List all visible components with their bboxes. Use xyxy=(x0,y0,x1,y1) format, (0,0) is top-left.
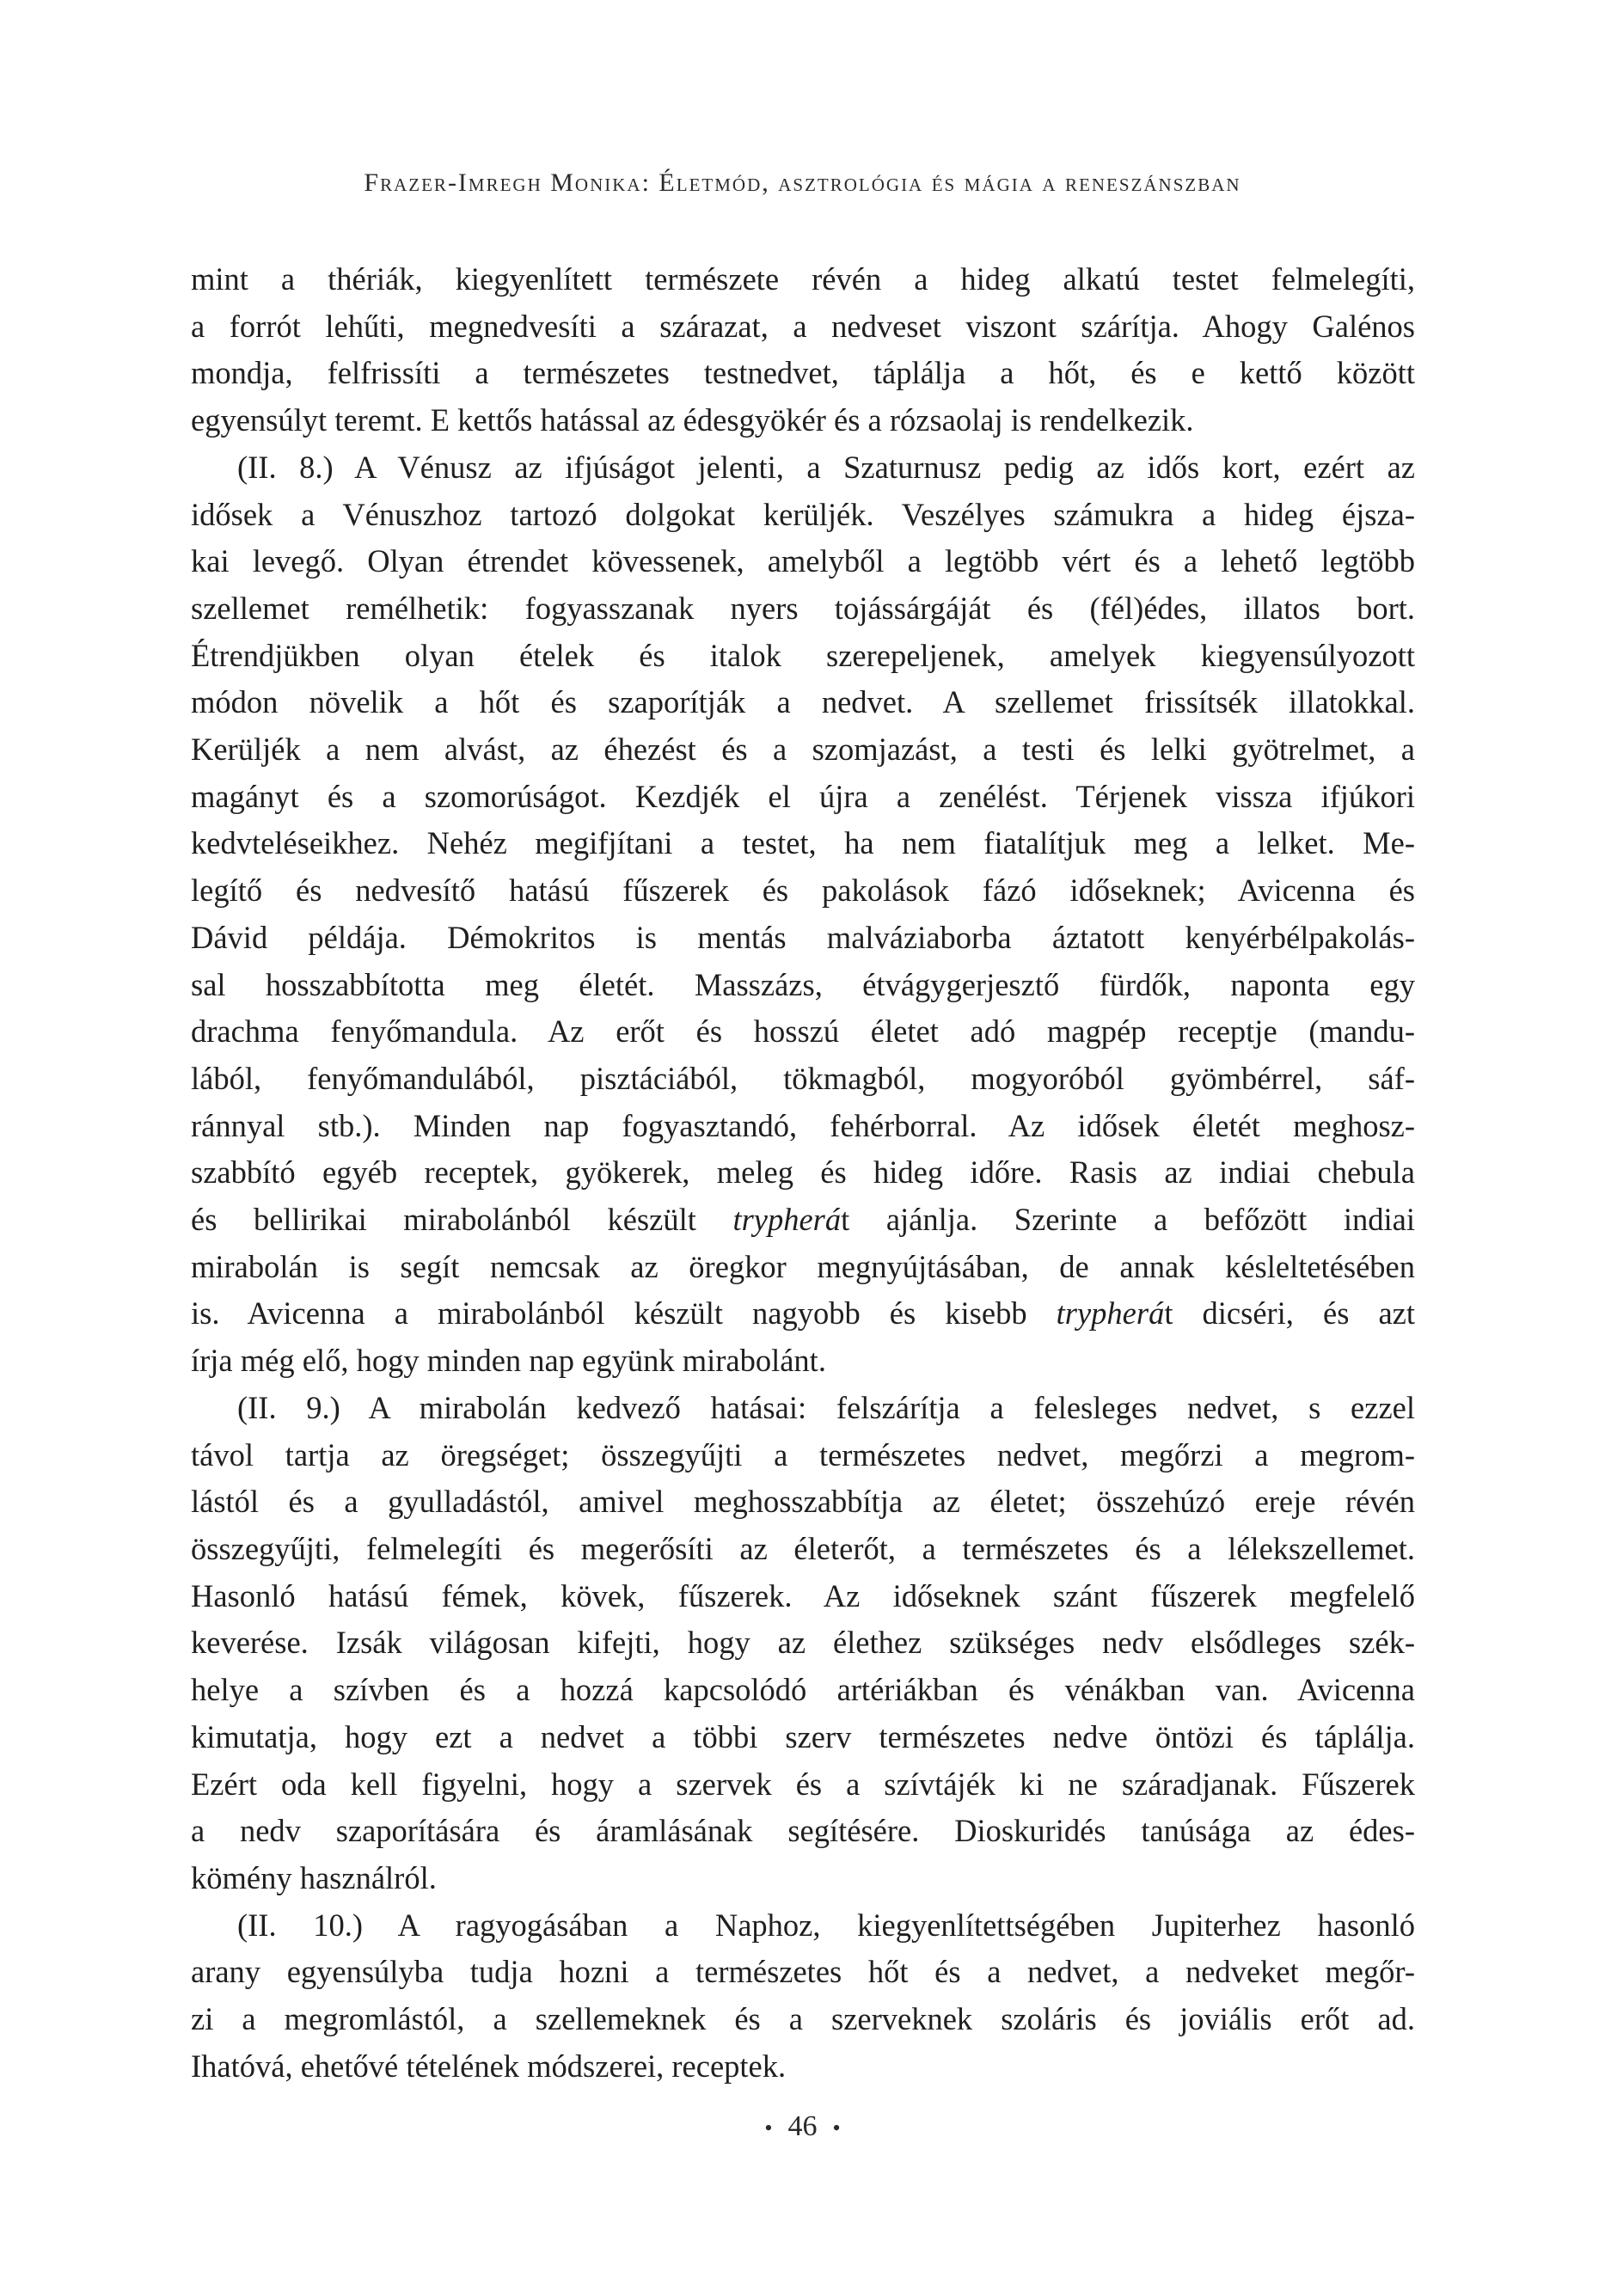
text-line: (II. 9.) A mirabolán kedvező hatásai: felszárítja a felesleges nedvet, s ezzel xyxy=(237,1389,1415,1425)
text-line: zi a megromlástól, a szellemeknek és a szerveknek szoláris és joviális erőt ad. xyxy=(191,2001,1415,2037)
text-line: kedvteléseikhez. Nehéz megifjítani a testet, ha nem fiatalítjuk meg a lelket. Me- xyxy=(191,825,1415,861)
text-line: a nedv szaporítására és áramlásának segítésére. Dioskuridés tanúsága az édes- xyxy=(191,1813,1415,1849)
text-line xyxy=(191,1197,1415,1244)
text-line: ránnyal stb.). Minden nap fogyasztandó, fehérborral. Az idősek életét meghosz- xyxy=(191,1107,1415,1143)
text-line: idősek a Vénuszhoz tartozó dolgokat kerüljék. Veszélyes számukra a hideg éjsza- xyxy=(191,496,1415,532)
text-line: Étrendjükben olyan ételek és italok szerepeljenek, amelyek kiegyensúlyozott xyxy=(191,637,1415,673)
text-line: távol tartja az öregséget; összegyűjti a természetes nedvet, megőrzi a megrom- xyxy=(191,1436,1415,1473)
text-line: drachma fenyőmandula. Az erőt és hosszú életet adó magpép receptje (mandu- xyxy=(191,1013,1415,1050)
text-line: sal hosszabbította meg életét. Masszázs, étvágygerjesztő fürdők, naponta egy xyxy=(191,966,1415,1002)
italic-term: trypherá xyxy=(1056,1295,1165,1332)
text-line: magányt és a szomorúságot. Kezdjék el újra a zenélést. Térjenek vissza ifjúkori xyxy=(191,778,1415,814)
text-line: írja még elő, hogy minden nap együnk mirabolánt. xyxy=(191,1343,826,1379)
text-line: (II. 10.) A ragyogásában a Naphoz, kiegyenlítettségében Jupiterhez hasonló xyxy=(237,1907,1415,1943)
footer-bullet-left: • xyxy=(764,2115,773,2141)
text-line: helye a szívben és a hozzá kapcsolódó artériákban és vénákban van. Avicenna xyxy=(191,1672,1415,1708)
text-line: egyensúlyt teremt. E kettős hatással az édesgyökér és a rózsaolaj is rendelkezik. xyxy=(191,402,1194,438)
text-line: mondja, felfrissíti a természetes testnedvet, táplálja a hőt, és e kettő között xyxy=(191,355,1415,391)
text-line: Ihatóvá, ehetővé tételének módszerei, receptek. xyxy=(191,2048,787,2084)
footer-bullet-right: • xyxy=(832,2115,841,2141)
text-segment: és bellirikai mirabolánból készült xyxy=(191,1202,733,1238)
text-line: (II. 8.) A Vénusz az ifjúságot jelenti, a Szaturnusz pedig az idős kort, ezért az xyxy=(237,449,1415,485)
text-line: Hasonló hatású fémek, kövek, fűszerek. Az időseknek szánt fűszerek megfelelő xyxy=(191,1577,1415,1613)
text-line: kai levegő. Olyan étrendet kövessenek, amelyből a legtöbb vért és a lehető legtöbb xyxy=(191,543,1415,579)
text-line: kimutatja, hogy ezt a nedvet a többi szerv természetes nedve öntözi és táplálja. xyxy=(191,1718,1415,1754)
text-line xyxy=(191,1290,1415,1338)
page-number: 46 xyxy=(787,2110,818,2142)
text-line: Kerüljék a nem alvást, az éhezést és a szomjazást, a testi és lelki gyötrelmet, a xyxy=(191,732,1415,768)
running-header: Frazer-Imregh Monika: Életmód, asztrológia és mágia a reneszánszban xyxy=(364,168,1241,197)
text-segment: is. Avicenna a mirabolánból készült nagyobb és kisebb xyxy=(191,1295,1057,1332)
text-segment: t ajánlja. Szerinte a befőzött indiai xyxy=(841,1202,1415,1238)
text-line: összegyűjti, felmelegíti és megerősíti az életerőt, a természetes és a lélekszellemet. xyxy=(191,1530,1415,1566)
body-text xyxy=(191,256,1415,2090)
text-segment: t dicséri, és azt xyxy=(1164,1295,1415,1332)
text-line: szabbító egyéb receptek, gyökerek, meleg és hideg időre. Rasis az indiai chebula xyxy=(191,1154,1415,1191)
text-line: lástól és a gyulladástól, amivel meghosszabbítja az életet; összehúzó ereje révén xyxy=(191,1484,1415,1520)
text-line: keverése. Izsák világosan kifejti, hogy az élethez szükséges nedv elsődleges szék- xyxy=(191,1625,1415,1661)
page-footer xyxy=(0,2110,1605,2143)
italic-term: trypherá xyxy=(732,1202,842,1238)
text-line: a forrót lehűti, megnedvesíti a szárazat, a nedveset viszont szárítja. Ahogy Galénos xyxy=(191,308,1415,344)
text-line: szellemet remélhetik: fogyasszanak nyers tojássárgáját és (fél)édes, illatos bort. xyxy=(191,590,1415,626)
text-line: Dávid példája. Démokritos is mentás malváziaborba áztatott kenyérbélpakolás- xyxy=(191,919,1415,955)
text-line: arany egyensúlyba tudja hozni a természetes hőt és a nedvet, a nedveket megőr- xyxy=(191,1954,1415,1990)
text-line: módon növelik a hőt és szaporítják a nedvet. A szellemet frissítsék illatokkal. xyxy=(191,684,1415,720)
text-line: mirabolán is segít nemcsak az öregkor megnyújtásában, de annak késleltetésében xyxy=(191,1248,1415,1284)
text-line: mint a thériák, kiegyenlített természete révén a hideg alkatú testet felmelegíti, xyxy=(191,261,1415,297)
text-line: lából, fenyőmandulából, pisztáciából, tökmagból, mogyoróból gyömbérrel, sáf- xyxy=(191,1060,1415,1096)
text-line: Ezért oda kell figyelni, hogy a szervek és a szívtájék ki ne száradjanak. Fűszerek xyxy=(191,1766,1415,1802)
text-line: kömény használról. xyxy=(191,1859,437,1895)
text-line: legítő és nedvesítő hatású fűszerek és pakolások fázó időseknek; Avicenna és xyxy=(191,872,1415,909)
